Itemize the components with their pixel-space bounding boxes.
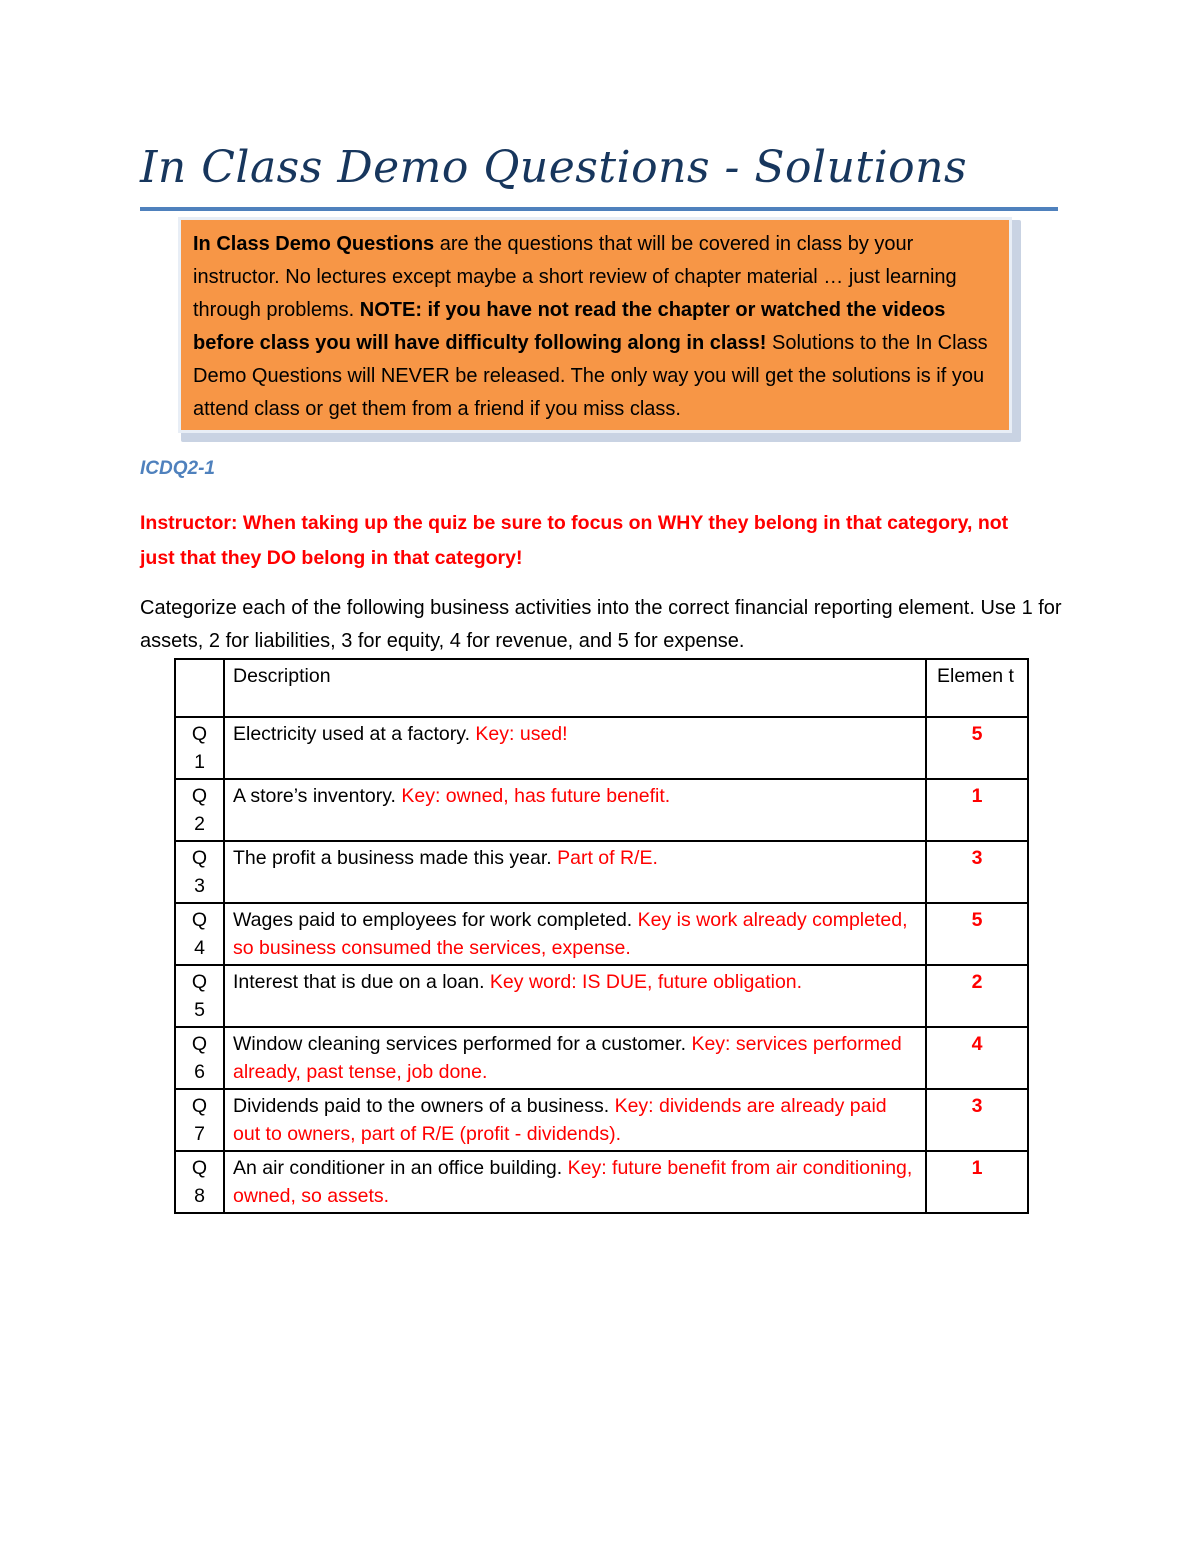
question-description-cell [224, 965, 926, 1027]
element-answer: 1 [926, 1151, 1028, 1213]
answer-key: Key: dividends are already paid out to owners, part of R/E (profit - dividends). [233, 1095, 887, 1145]
page-title: In Class Demo Questions - Solutions [140, 142, 968, 193]
table-row [175, 779, 1028, 841]
question-number: Q 2 [175, 779, 224, 841]
table-row [175, 1027, 1028, 1089]
question-description-cell [224, 1027, 926, 1089]
element-answer: 2 [926, 965, 1028, 1027]
header-element: Elemen t [926, 659, 1028, 717]
table-row [175, 1089, 1028, 1151]
table-row [175, 1151, 1028, 1213]
intro-paragraph: Categorize each of the following business activities into the correct financial reporting element. Use 1 for assets, 2 for liabilities, 3 for equity, 4 for revenue, and 5 for expense. [140, 597, 1062, 652]
callout-text-2: Solutions to the In Class Demo Questions will NEVER be released. The only way you will get the solutions is if you attend class or get them from a friend if you miss class. [193, 332, 988, 420]
callout-box [178, 217, 1012, 433]
callout-note: NOTE: if you have not read the chapter or watched the videos before class you will have difficulty following along in class! [193, 299, 946, 354]
question-number: Q 1 [175, 717, 224, 779]
answer-key: Key word: IS DUE, future obligation. [489, 971, 803, 993]
question-description-cell [224, 779, 926, 841]
question-description: An air conditioner in an office building. [233, 1157, 568, 1179]
answer-key: Key: used! [475, 723, 568, 745]
table-header-row [175, 659, 1028, 717]
table-row [175, 841, 1028, 903]
header-description: Description [224, 659, 926, 717]
question-number: Q 5 [175, 965, 224, 1027]
question-description-cell [224, 1089, 926, 1151]
table-row [175, 903, 1028, 965]
question-description-cell [224, 1151, 926, 1213]
answer-key: Part of R/E. [557, 847, 658, 869]
answer-key: Key is work already completed, so business consumed the services, expense. [233, 909, 908, 959]
question-description-cell [224, 903, 926, 965]
question-number: Q 3 [175, 841, 224, 903]
question-number: Q 8 [175, 1151, 224, 1213]
answer-key: Key: owned, has future benefit. [401, 785, 671, 807]
question-description: Dividends paid to the owners of a business. [233, 1095, 615, 1117]
instructor-note: Instructor: When taking up the quiz be sure to focus on WHY they belong in that category, not just that they DO belong in that category! [140, 512, 1009, 569]
question-description: Window cleaning services performed for a customer. [233, 1033, 692, 1055]
answer-key: Key: services performed already, past tense, job done. [233, 1033, 902, 1083]
question-description-cell [224, 841, 926, 903]
question-description: A store’s inventory. [233, 785, 402, 807]
title-underline [140, 207, 1058, 211]
question-number: Q 6 [175, 1027, 224, 1089]
table-row [175, 717, 1028, 779]
table-row [175, 965, 1028, 1027]
question-description: The profit a business made this year. [233, 847, 558, 869]
question-description: Wages paid to employees for work completed. [233, 909, 638, 931]
element-answer: 5 [926, 903, 1028, 965]
element-answer: 3 [926, 841, 1028, 903]
header-num [175, 659, 224, 717]
callout-text-1: are the questions that will be covered in class by your instructor. No lectures except maybe a short review of chapter material … just learning through problems. [193, 233, 957, 321]
question-description-cell [224, 717, 926, 779]
questions-table [174, 658, 1029, 1214]
answer-key: Key: future benefit from air conditioning, owned, so assets. [233, 1157, 913, 1207]
question-description: Electricity used at a factory. [233, 723, 476, 745]
element-answer: 5 [926, 717, 1028, 779]
callout-bold-lead: In Class Demo Questions [193, 233, 435, 255]
question-number: Q 7 [175, 1089, 224, 1151]
element-answer: 3 [926, 1089, 1028, 1151]
section-id: ICDQ2-1 [140, 458, 215, 479]
question-number: Q 4 [175, 903, 224, 965]
element-answer: 4 [926, 1027, 1028, 1089]
element-answer: 1 [926, 779, 1028, 841]
question-description: Interest that is due on a loan. [233, 971, 490, 993]
